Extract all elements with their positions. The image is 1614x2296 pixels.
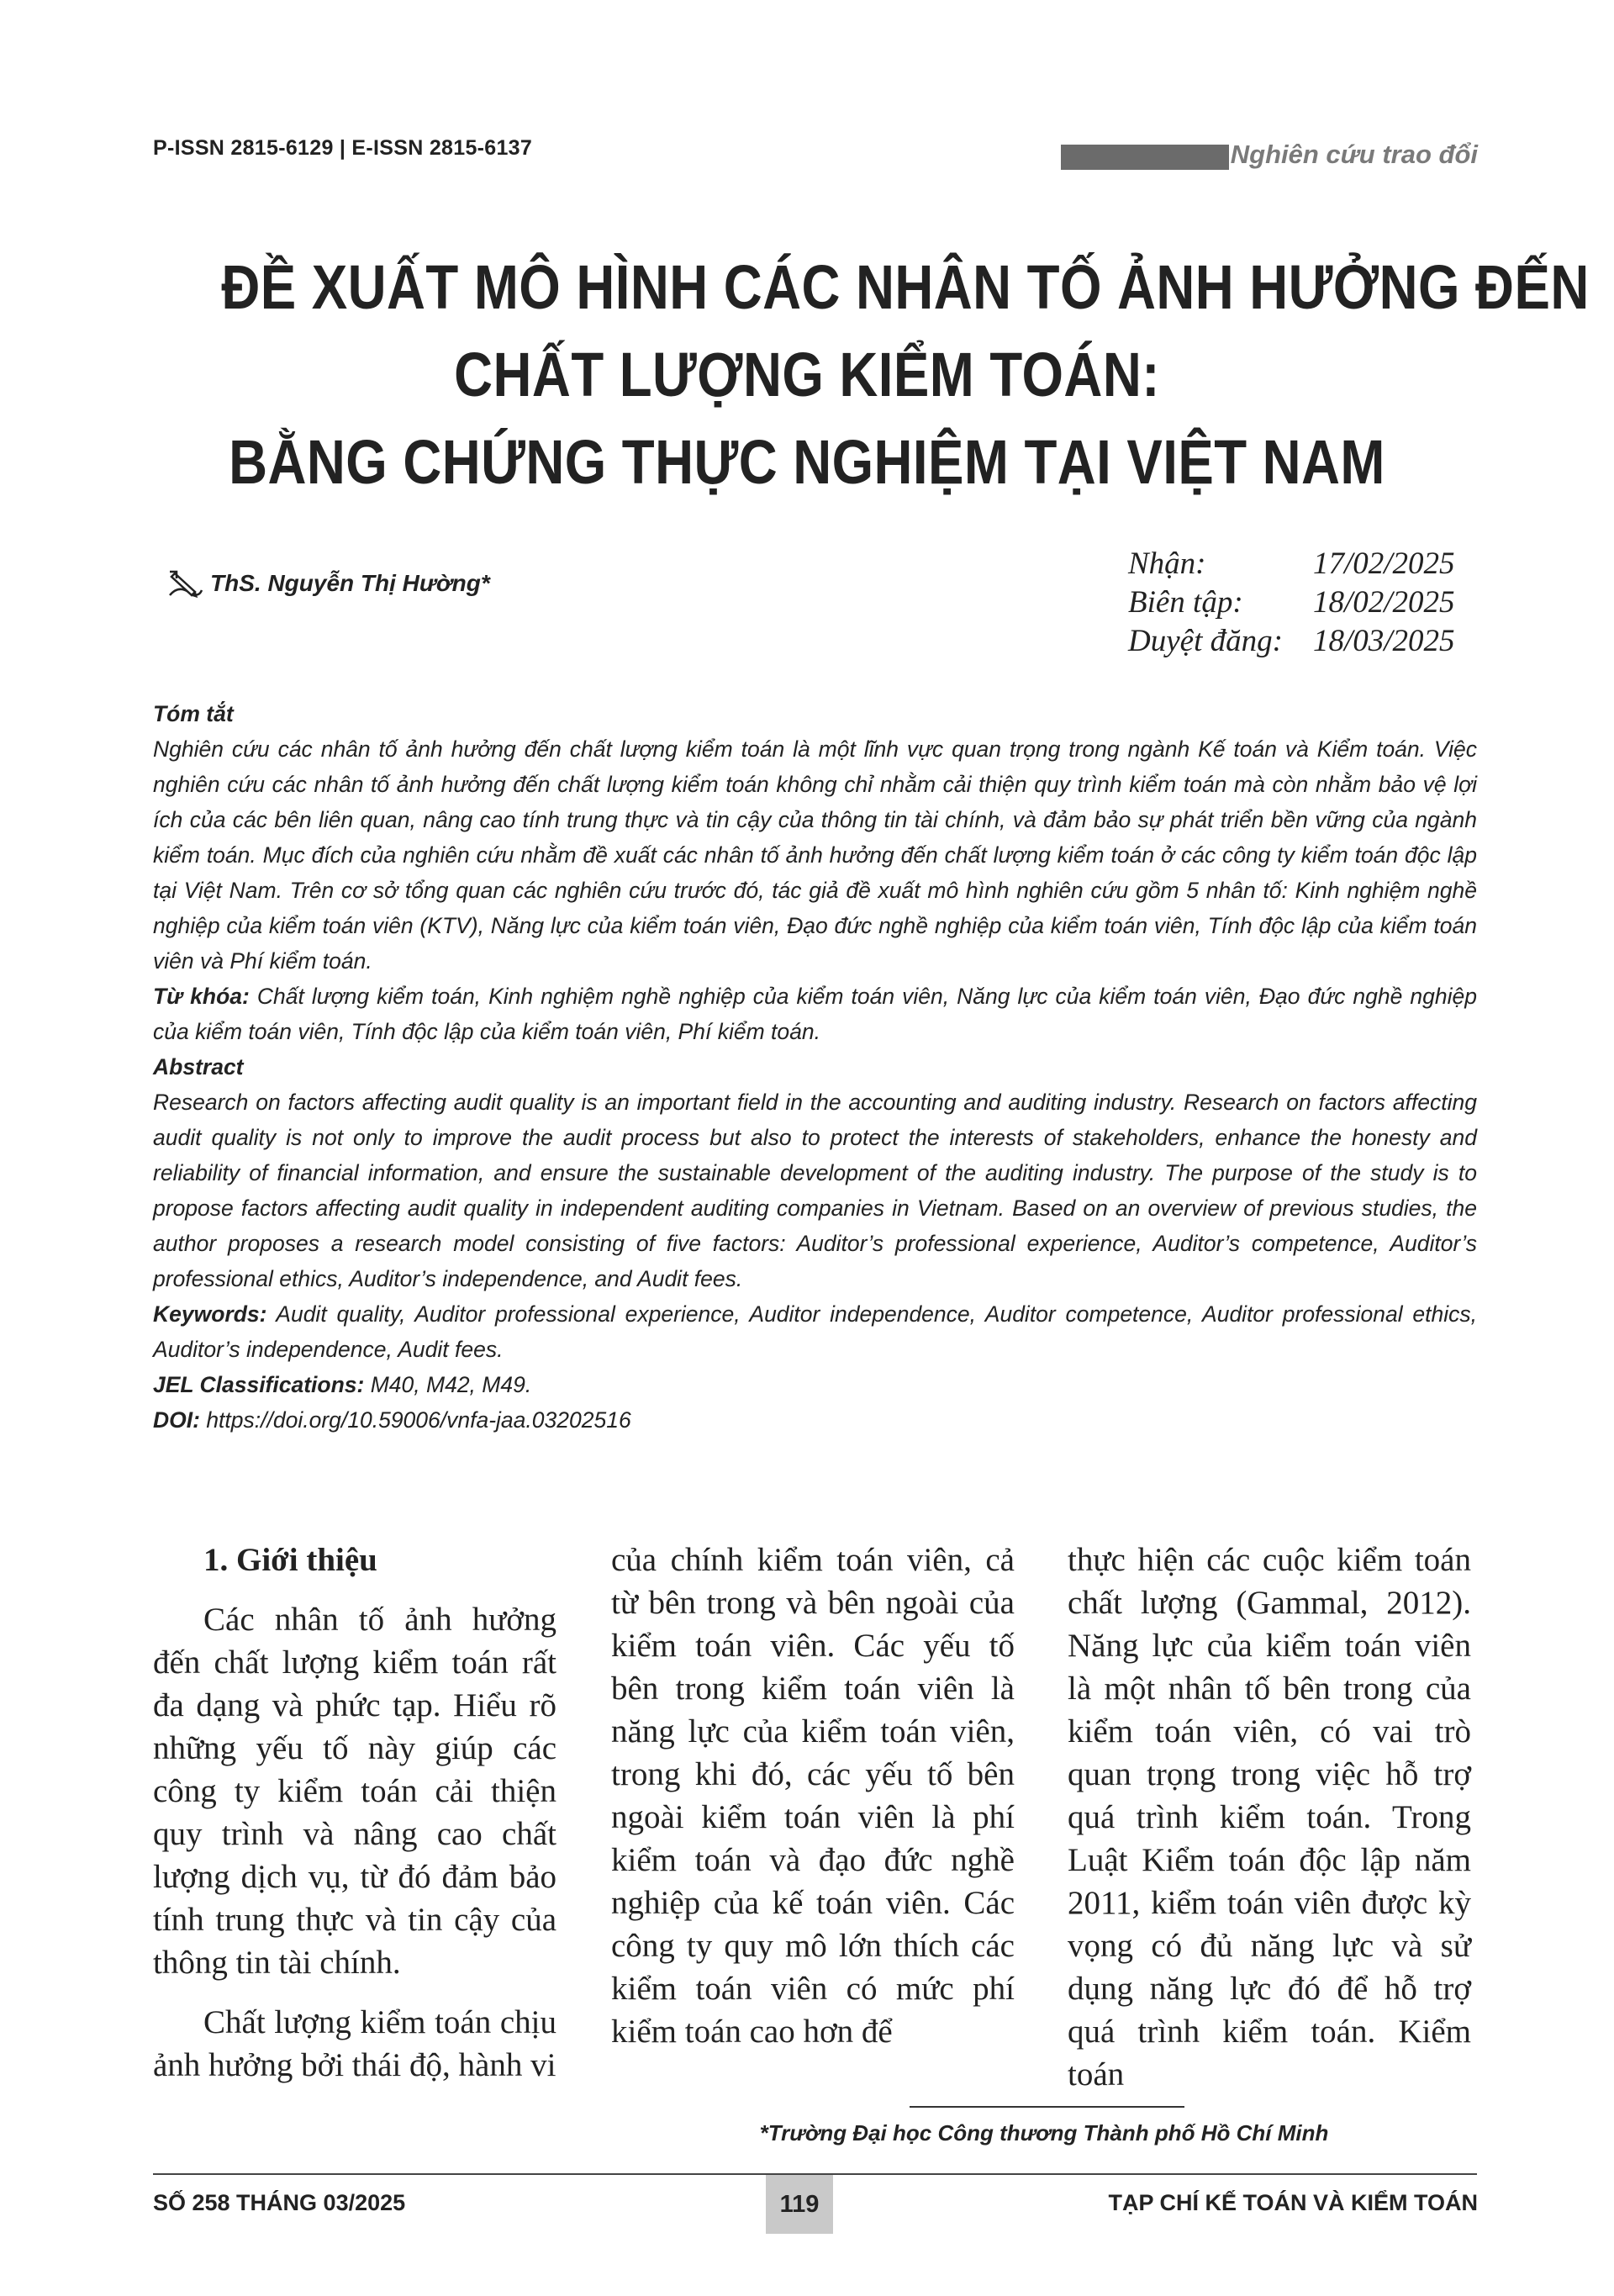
body-column-1 xyxy=(153,1539,556,2087)
title-line-2: CHẤT LƯỢNG KIỂM TOÁN: xyxy=(454,340,1160,409)
keywords-vi xyxy=(153,979,1477,1049)
date-edited xyxy=(1128,583,1455,622)
paragraph: Các nhân tố ảnh hưởng đến chất lượng kiểm toán rất đa dạng và phức tạp. Hiểu rõ những yếu tố này giúp các công ty kiểm toán cải thiện quy trình và nâng cao chất lượng dịch vụ, từ đó đảm bảo tính trung thực và tin cậy của thông tin tài chính. xyxy=(153,1602,556,1981)
title-line-3: BẰNG CHỨNG THỰC NGHIỆM TẠI VIỆT NAM xyxy=(229,427,1385,497)
keywords-en-label: Keywords: xyxy=(153,1301,267,1327)
journal-name: TẠP CHÍ KẾ TOÁN VÀ KIỂM TOÁN xyxy=(1108,2190,1478,2215)
abstract-en-heading: Abstract xyxy=(153,1054,244,1079)
date-value: 18/03/2025 xyxy=(1313,624,1455,658)
footnote: *Trường Đại học Công thương Thành phố Hồ Chí Minh xyxy=(759,2120,1329,2146)
footnote-rule xyxy=(910,2106,1184,2108)
keywords-vi-text: Chất lượng kiểm toán, Kinh nghiệm nghề nghiệp của kiểm toán viên, Năng lực của kiểm toán viên, Đạo đức nghề nghiệp của kiểm toán viên, Tính độc lập của kiểm toán viên, Phí kiểm toán. xyxy=(153,984,1477,1044)
jel-text: M40, M42, M49. xyxy=(370,1372,532,1397)
paragraph: Chất lượng kiểm toán chịu ảnh hưởng bởi thái độ, hành vi xyxy=(153,2004,556,2083)
doi-line xyxy=(153,1402,1477,1438)
page-number: 119 xyxy=(766,2175,833,2234)
author-name: ThS. Nguyễn Thị Hường* xyxy=(210,570,490,596)
pen-writing-icon xyxy=(166,567,205,600)
section-tag: Nghiên cứu trao đổi xyxy=(1230,140,1478,169)
keywords-en xyxy=(153,1296,1477,1367)
date-label: Duyệt đăng: xyxy=(1128,624,1283,658)
keywords-vi-label: Từ khóa: xyxy=(153,984,250,1009)
abstract-en-body: Research on factors affecting audit quality is an important field in the accounting and auditing industry. Research on factors affecting audit quality is not only to improve the audit process but also to protect the interests of stakeholders, enhance the honesty and reliability of financial information, and ensure the sustainable development of the auditing industry. The purpose of the study is to propose factors affecting audit quality in independent auditing companies in Vietnam. Based on an overview of previous studies, the author proposes a research model consisting of five factors: Auditor’s professional experience, Auditor’s competence, Auditor’s professional ethics, Auditor’s independence, and Audit fees. xyxy=(153,1090,1477,1291)
date-value: 17/02/2025 xyxy=(1313,546,1455,581)
abstract-vi-body: Nghiên cứu các nhân tố ảnh hưởng đến chất lượng kiểm toán là một lĩnh vực quan trọng trong ngành Kế toán và Kiểm toán. Việc nghiên cứu các nhân tố ảnh hưởng đến chất lượng kiểm toán không chỉ nhằm cải thiện quy trình kiểm toán mà còn nhằm bảo vệ lợi ích của các bên liên quan, nâng cao tính trung thực và tin cậy của thông tin tài chính, và đảm bảo sự phát triển bền vững của ngành kiểm toán. Mục đích của nghiên cứu nhằm đề xuất các nhân tố ảnh hưởng đến chất lượng kiểm toán ở các công ty kiểm toán độc lập tại Việt Nam. Trên cơ sở tổng quan các nghiên cứu trước đó, tác giả đề xuất mô hình nghiên cứu gồm 5 nhân tố: Kinh nghiệm nghề nghiệp của kiểm toán viên (KTV), Năng lực của kiểm toán viên, Đạo đức nghề nghiệp của kiểm toán viên, Tính độc lập của kiểm toán viên và Phí kiểm toán. xyxy=(153,736,1477,974)
date-value: 18/02/2025 xyxy=(1313,585,1455,620)
date-label: Nhận: xyxy=(1128,546,1206,581)
date-received xyxy=(1128,545,1455,583)
submission-dates xyxy=(1128,545,1455,661)
keywords-en-text: Audit quality, Auditor professional experience, Auditor independence, Auditor competence, Auditor professional ethics, Auditor’s independence, Audit fees. xyxy=(153,1301,1477,1362)
issue-label: SỐ 258 THÁNG 03/2025 xyxy=(153,2190,406,2215)
paragraph: thực hiện các cuộc kiểm toán chất lượng (Gammal, 2012). Năng lực của kiểm toán viên là một nhân tố bên trong của kiểm toán viên, có vai trò quan trọng trong việc hỗ trợ quá trình kiểm toán. Trong Luật Kiểm toán độc lập năm 2011, kiểm toán viên được kỳ vọng có đủ năng lực và sử dụng năng lực đó để hỗ trợ quá trình kiểm toán. Kiểm toán xyxy=(1068,1542,1471,2093)
abstract-block xyxy=(153,696,1477,1438)
article-title xyxy=(221,244,1590,506)
section-bar xyxy=(1061,145,1229,170)
doi-link[interactable]: https://doi.org/10.59006/vnfa-jaa.03202516 xyxy=(206,1407,631,1433)
doi-label: DOI: xyxy=(153,1407,200,1433)
date-label: Biên tập: xyxy=(1128,585,1243,620)
issn-line: P-ISSN 2815-6129 | E-ISSN 2815-6137 xyxy=(153,136,533,160)
abstract-vi-heading: Tóm tắt xyxy=(153,701,234,726)
date-approved xyxy=(1128,622,1455,661)
jel-label: JEL Classifications: xyxy=(153,1372,365,1397)
author xyxy=(166,567,490,600)
title-line-1: ĐỀ XUẤT MÔ HÌNH CÁC NHÂN TỐ ẢNH HƯỞNG ĐẾN xyxy=(221,252,1590,322)
body-column-3 xyxy=(1068,1539,1471,2096)
section-heading: 1. Giới thiệu xyxy=(203,1542,377,1578)
jel-line xyxy=(153,1367,1477,1402)
body-column-2 xyxy=(611,1539,1015,2053)
paragraph: của chính kiểm toán viên, cả từ bên trong và bên ngoài của kiểm toán viên. Các yếu tố bên trong kiểm toán viên là năng lực của kiểm toán viên, trong khi đó, các yếu tố bên ngoài kiểm toán viên là phí kiểm toán và đạo đức nghề nghiệp của kế toán viên. Các công ty quy mô lớn thích các kiểm toán viên có mức phí kiểm toán cao hơn để xyxy=(611,1542,1015,2050)
